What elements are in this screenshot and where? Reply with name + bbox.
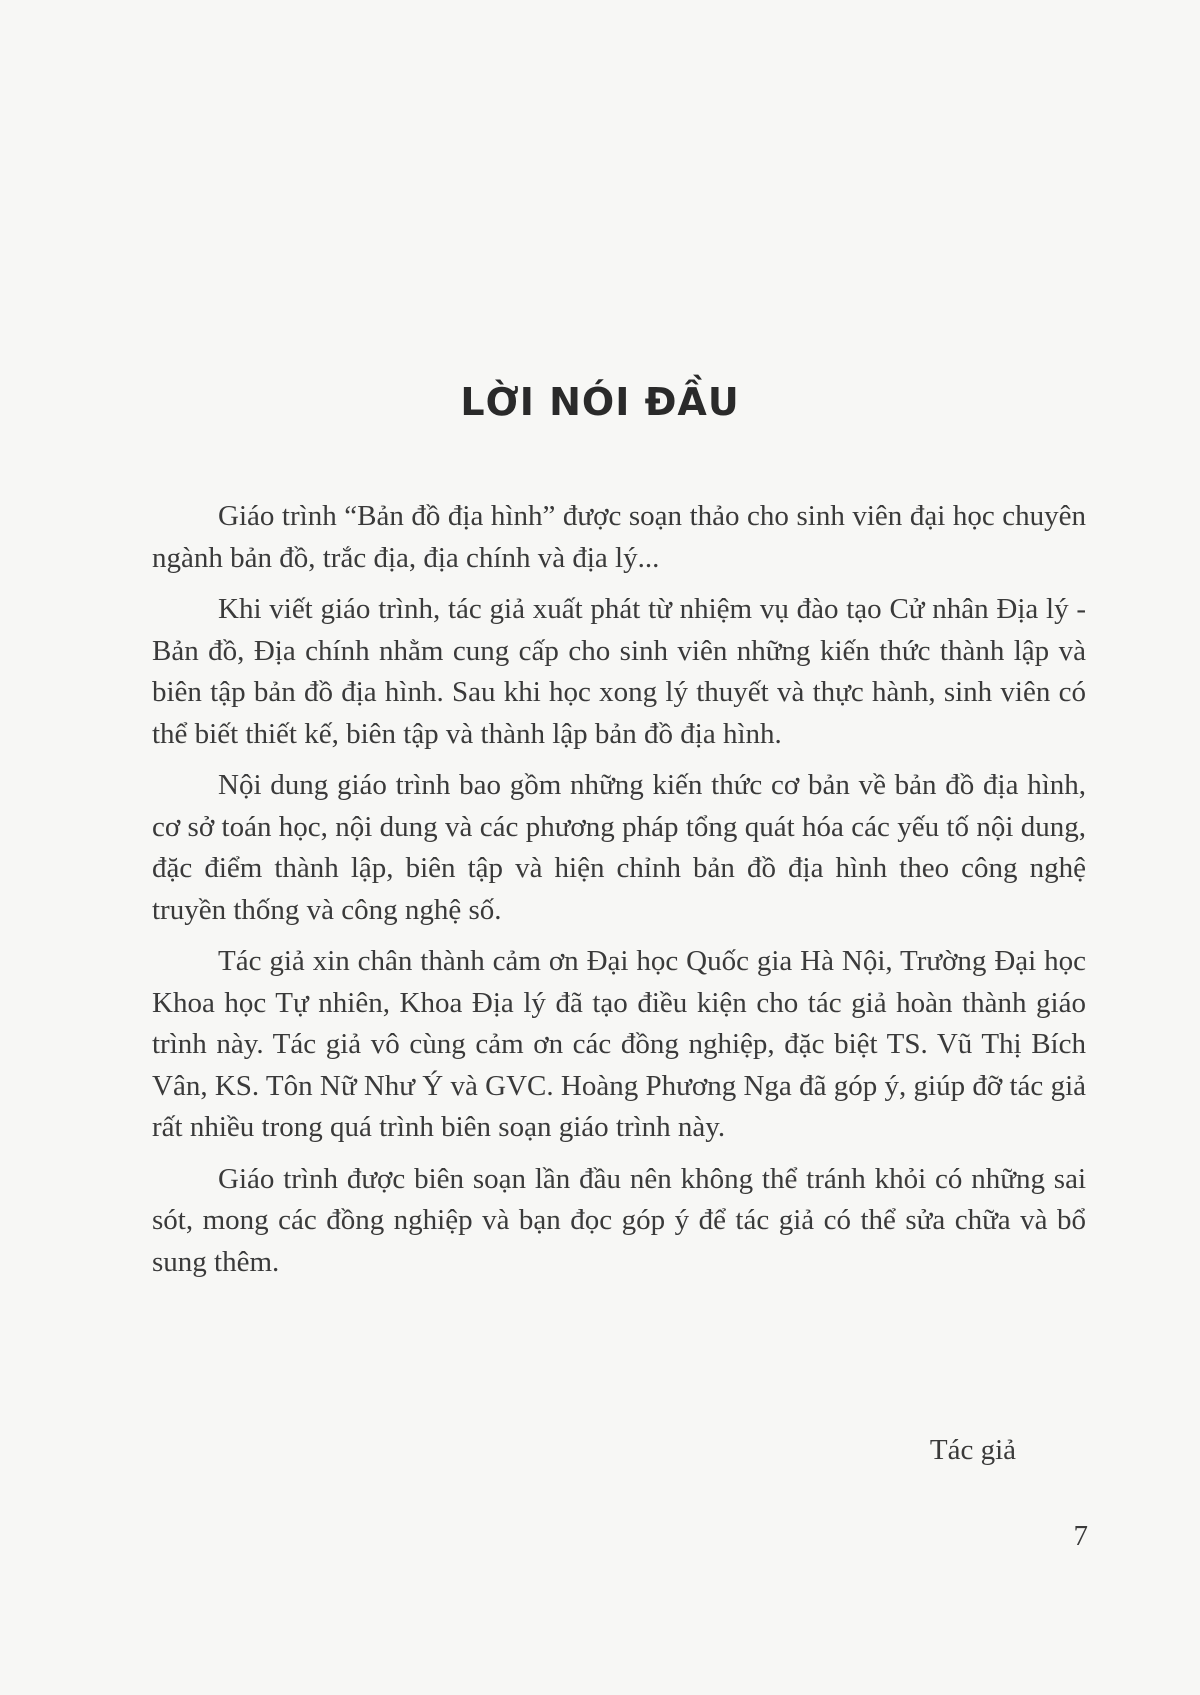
paragraph-content: Nội dung giáo trình bao gồm những kiến thức cơ bản về bản đồ địa hình, cơ sở toán học, nội dung và các phương pháp tổng quát hóa các yếu tố nội dung, đặc điểm thành lập, biên tập và hiện chỉnh bản đồ địa hình theo công nghệ truyền thống và công nghệ số.: [152, 769, 1086, 926]
paragraph-closing: Giáo trình được biên soạn lần đầu nên không thể tránh khỏi có những sai sót, mong các đồng nghiệp và bạn đọc góp ý để tác giả có thể sửa chữa và bổ sung thêm.: [152, 1162, 1086, 1278]
page-title: LỜI NÓI ĐẦU: [460, 380, 740, 424]
author-signature: Tác giả: [929, 1434, 1016, 1466]
paragraph-purpose: Khi viết giáo trình, tác giả xuất phát từ nhiệm vụ đào tạo Cử nhân Địa lý - Bản đồ, Địa chính nhằm cung cấp cho sinh viên những kiến thức thành lập và biên tập bản đồ địa hình. Sau khi học xong lý thuyết và thực hành, sinh viên có thể biết thiết kế, biên tập và thành lập bản đồ địa hình.: [152, 593, 1086, 750]
preface-body: [152, 496, 1086, 1293]
paragraph-intro: Giáo trình “Bản đồ địa hình” được soạn thảo cho sinh viên đại học chuyên ngành bản đồ, trắc địa, địa chính và địa lý...: [152, 500, 1086, 574]
paragraph-acknowledgements: Tác giả xin chân thành cảm ơn Đại học Quốc gia Hà Nội, Trường Đại học Khoa học Tự nhiên, Khoa Địa lý đã tạo điều kiện cho tác giả hoàn thành giáo trình này. Tác giả vô cùng cảm ơn các đồng nghiệp, đặc biệt TS. Vũ Thị Bích Vân, KS. Tôn Nữ Như Ý và GVC. Hoàng Phương Nga đã góp ý, giúp đỡ tác giả rất nhiều trong quá trình biên soạn giáo trình này.: [152, 945, 1086, 1143]
page-number: 7: [1073, 1520, 1088, 1552]
